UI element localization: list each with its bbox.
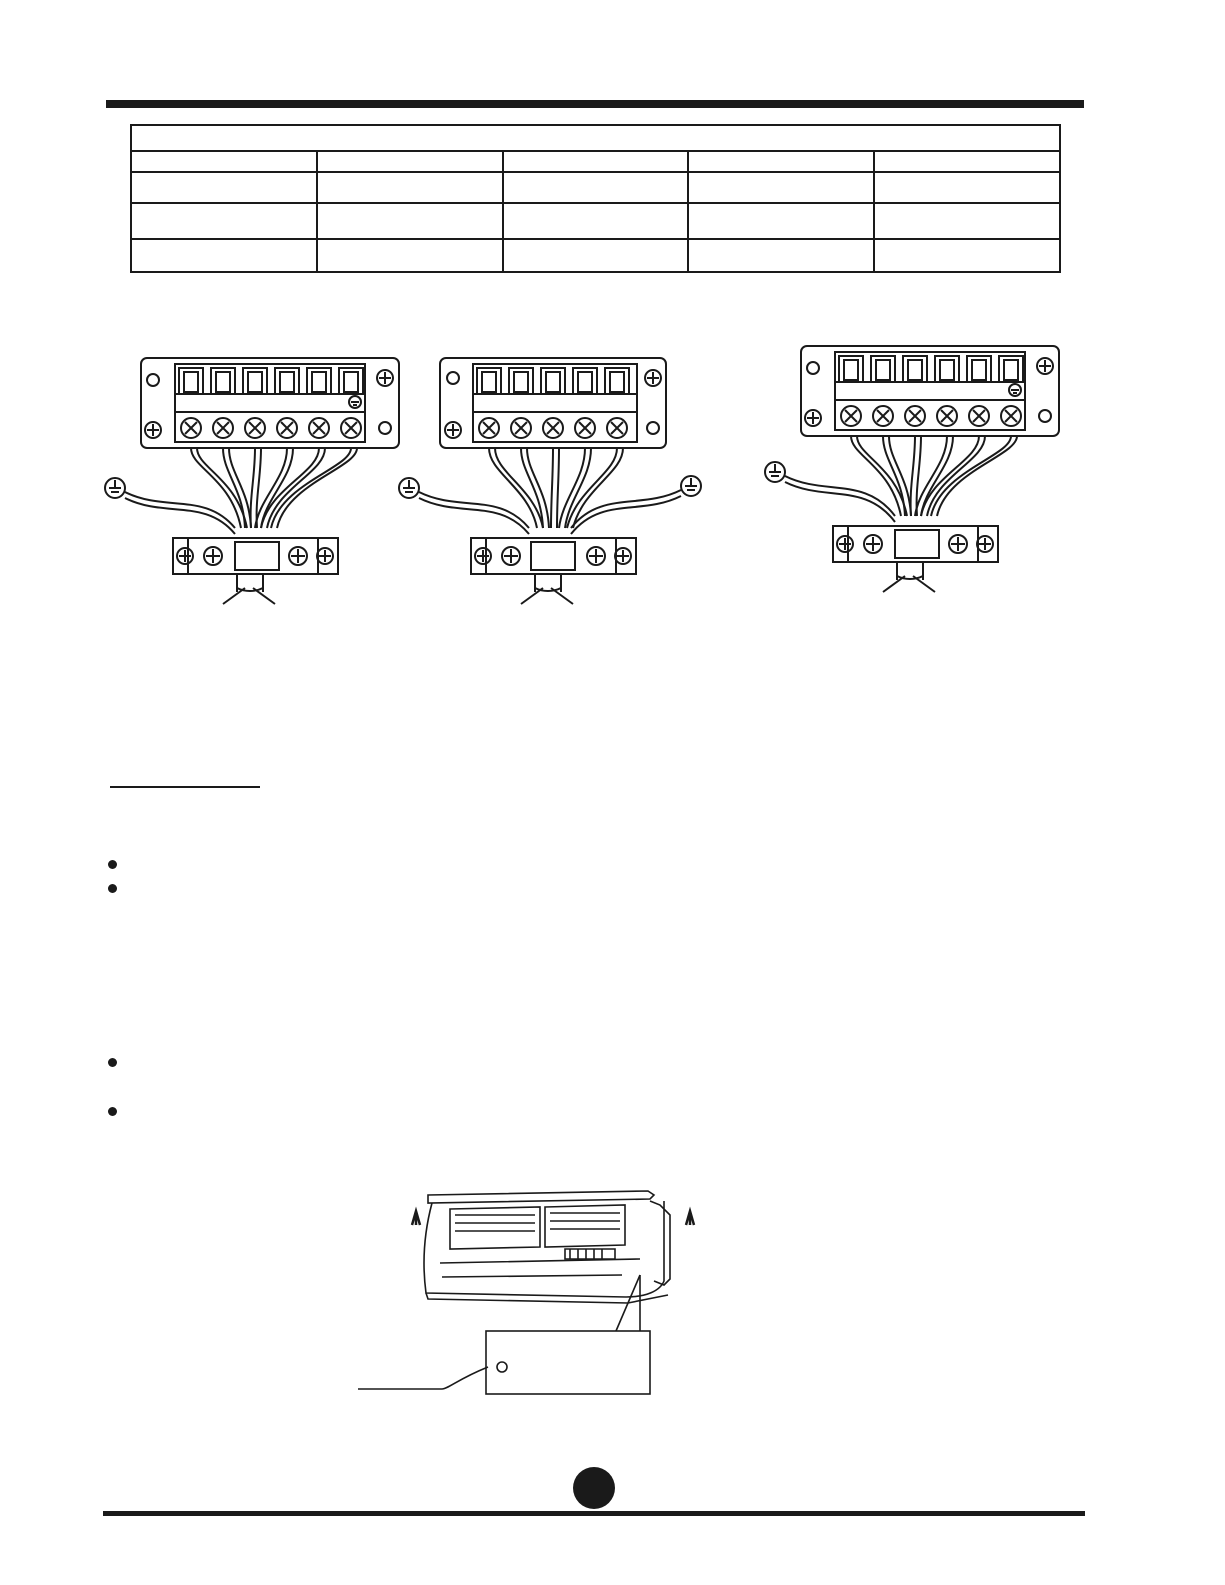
bullet-point (108, 1058, 117, 1067)
terminal-block-diagram-1 (95, 350, 405, 610)
indoor-unit-illustration (350, 1185, 710, 1400)
header-rule (106, 100, 1084, 108)
table-cell (317, 172, 503, 203)
bullet-point (108, 884, 117, 893)
section-heading-underline (110, 786, 260, 788)
table-cell (317, 239, 503, 272)
table-cell (688, 239, 874, 272)
table-cell (874, 172, 1060, 203)
table-cell (874, 203, 1060, 239)
terminal-block-diagram-3 (755, 338, 1065, 598)
table-cell (131, 151, 317, 172)
specification-table (130, 124, 1061, 273)
table-cell (503, 203, 689, 239)
table-title-cell (131, 125, 1060, 151)
page-number-badge (573, 1467, 615, 1509)
footer-rule (103, 1511, 1085, 1516)
bullet-point (108, 860, 117, 869)
table-cell (688, 203, 874, 239)
table-cell (503, 239, 689, 272)
table-cell (503, 151, 689, 172)
table-cell (131, 203, 317, 239)
table-cell (317, 151, 503, 172)
table-cell (131, 239, 317, 272)
terminal-block-diagram-2 (395, 350, 715, 610)
bullet-point (108, 1107, 117, 1116)
table-cell (503, 172, 689, 203)
table-cell (874, 151, 1060, 172)
table-cell (131, 172, 317, 203)
table-cell (688, 172, 874, 203)
table-cell (874, 239, 1060, 272)
table-cell (317, 203, 503, 239)
table-cell (688, 151, 874, 172)
